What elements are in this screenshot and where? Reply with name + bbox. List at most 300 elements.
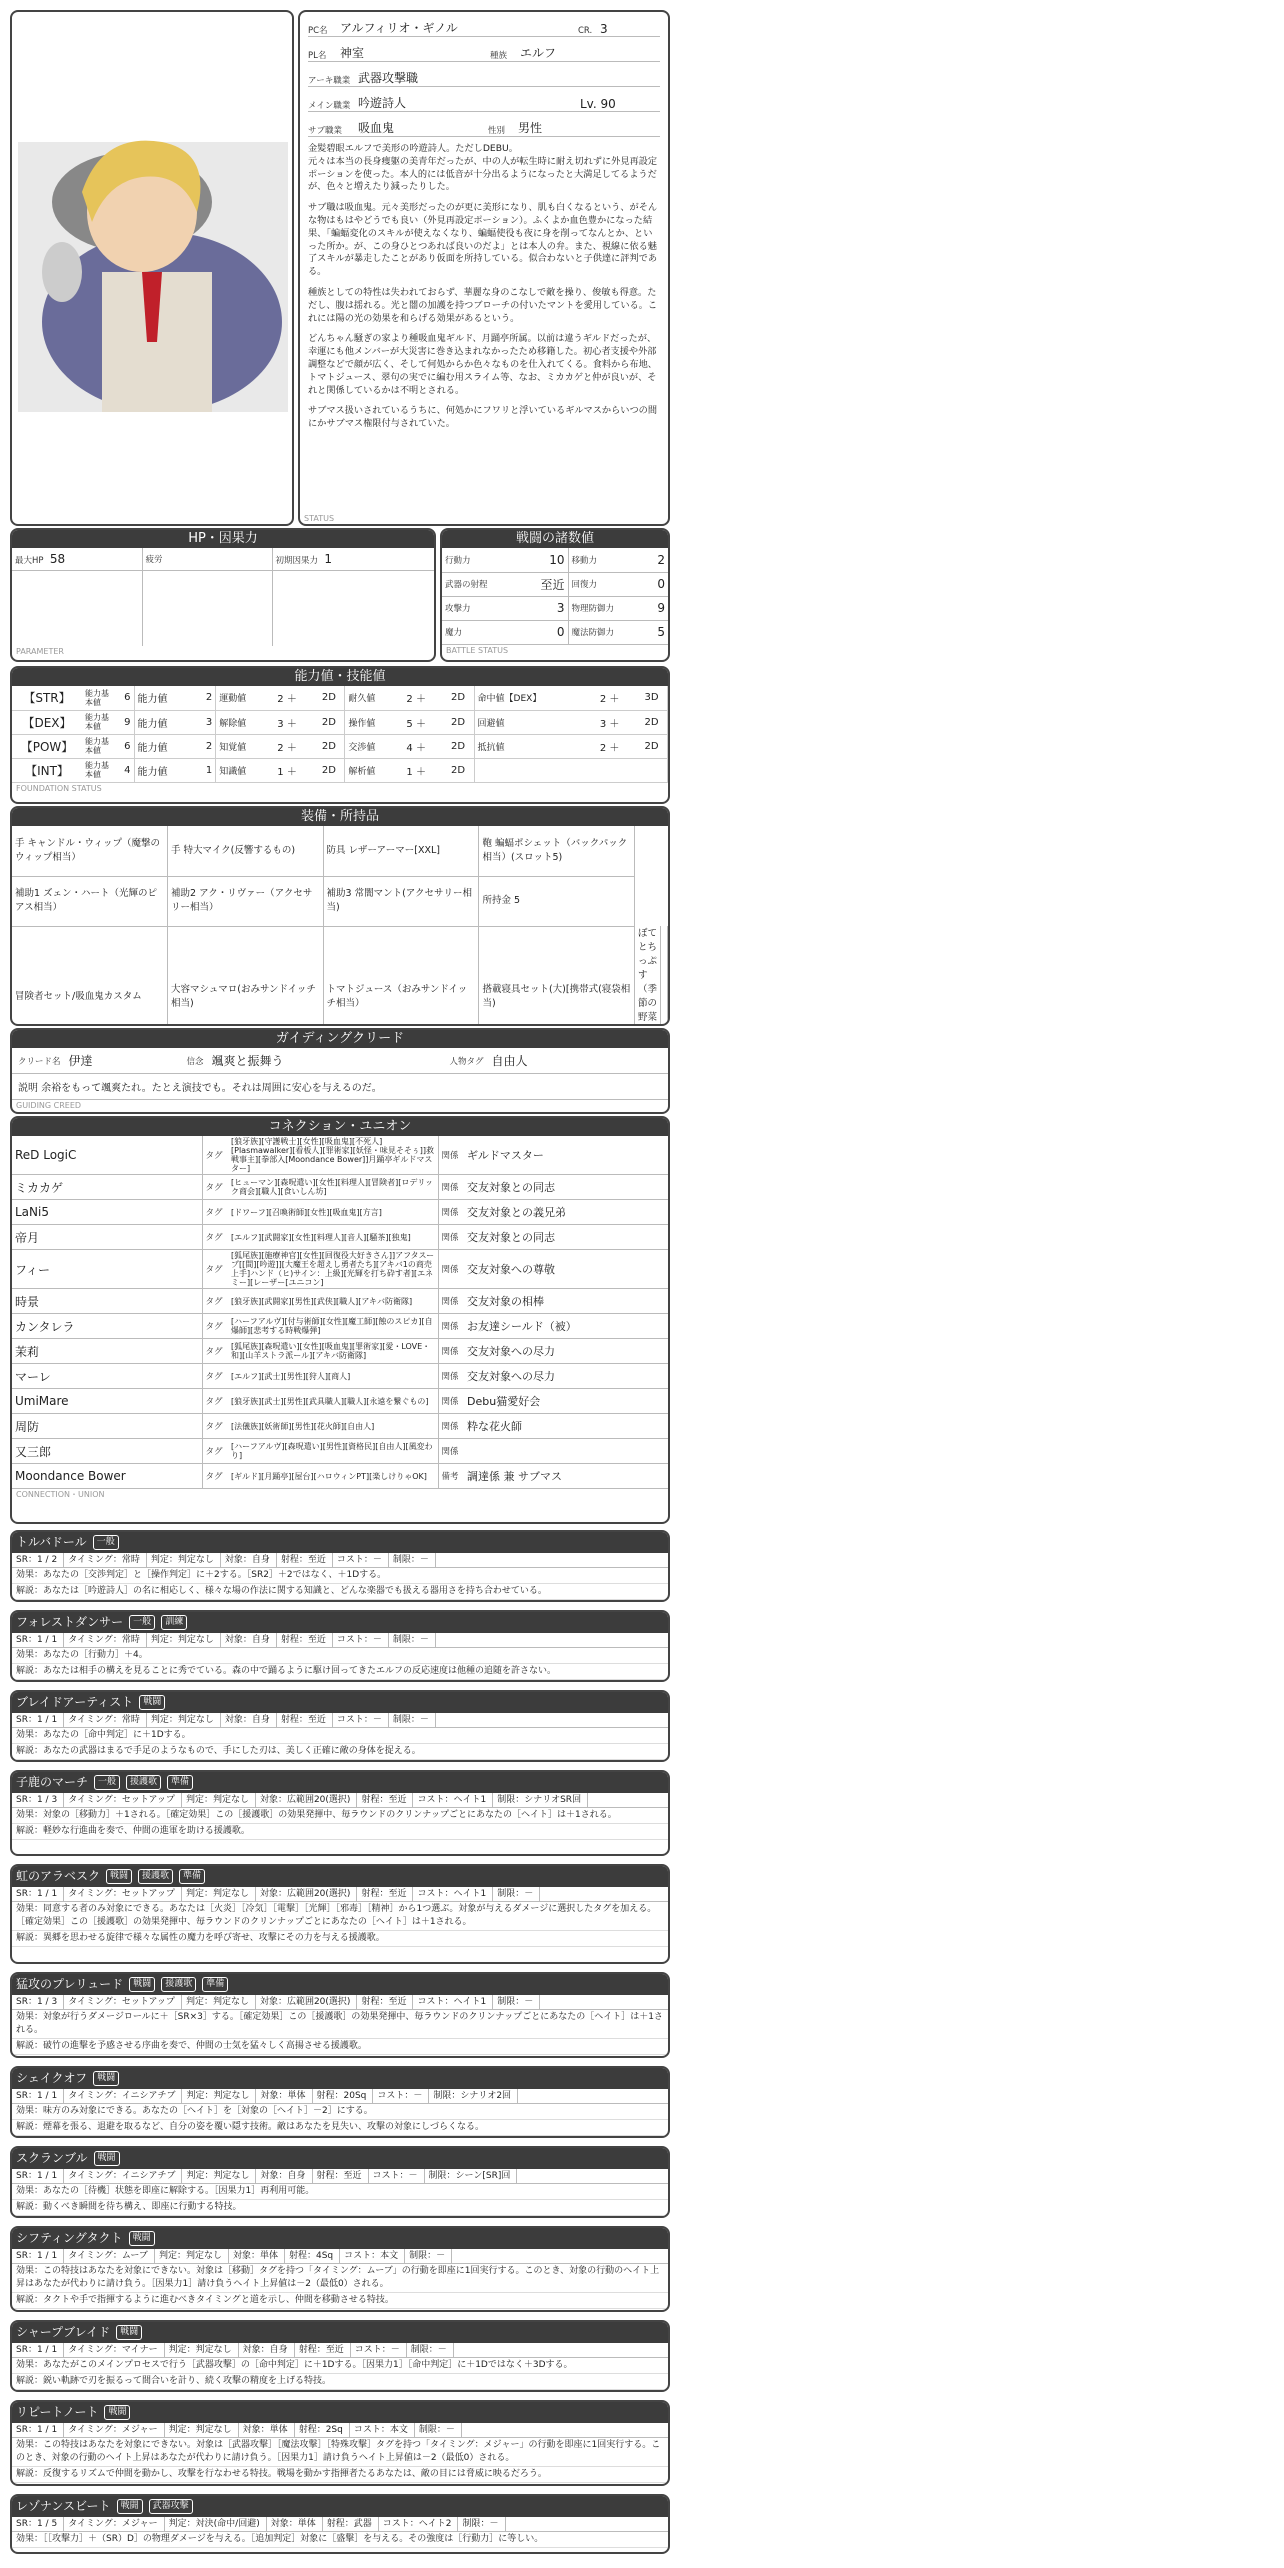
relation-value: 交友対象への尽力 <box>464 1364 668 1389</box>
equipment-cell: ぼてとちっぷす（季節の野菜 <box>635 926 661 1026</box>
connection-name: カンタレラ <box>12 1314 202 1339</box>
skill-note: 解説：あなたは相手の構えを見ることに秀でている。森の中で踊るように駆け回ってきたエルフの反応速度は他種の追随を許さない。 <box>12 1664 668 1680</box>
ability-cell: 6 <box>116 686 134 710</box>
equipment-cell: 手 キャンドル・ウィップ（魔撃のウィップ相当） <box>12 826 168 876</box>
skill-effect: 効果：この特技はあなたを対象にできない。対象は［武器攻撃］［魔法攻撃］［特殊攻撃］タグを持つ「タイミング：メジャー」の行動を即座に1回実行する。このとき、対象の行動のヘイト上昇はあなたが代わりに請け負う。［因果力1］請け負うヘイト上昇値は－2（最低0）される。 <box>12 2438 668 2467</box>
skill-stat: 対象：単体 <box>243 2423 295 2437</box>
skill-note: 解説：破竹の進撃を予感させる序曲を奏で、仲間の士気を猛々しく高揚させる援護歌。 <box>12 2039 668 2055</box>
ability-row <box>12 710 668 734</box>
abilities-panel <box>10 666 670 804</box>
ability-cell: 交渉値 <box>345 734 404 758</box>
skill-stat: タイミング：セットアップ <box>68 1793 182 1807</box>
skill-stat: 判定：判定なし <box>159 2249 229 2263</box>
character-portrait <box>12 12 292 524</box>
connection-table <box>12 1136 668 1489</box>
skill-stat: コスト：－ <box>355 2343 407 2357</box>
connection-name: 時景 <box>12 1289 202 1314</box>
parameter-tag: PARAMETER <box>16 647 64 656</box>
skill-effect: 効果：あなたの［待機］状態を即座に解除する。［因果力1］再利用可能。 <box>12 2184 668 2200</box>
ability-cell: 命中値【DEX】 <box>474 686 597 710</box>
abilities-table <box>12 686 668 783</box>
skill-name: シェイクオフ <box>16 2071 88 2085</box>
skill-stat: 判定：判定なし <box>186 1995 256 2009</box>
equipment-row <box>12 826 668 876</box>
ability-cell: 操作値 <box>345 710 404 734</box>
connection-tags: [ハーフアルヴ][森呪遣い][男性][資格民][自由人][風変わり] <box>228 1439 438 1464</box>
skill-badge: 戦闘 <box>129 1977 155 1992</box>
sex-label: 性別 <box>488 126 506 136</box>
skill-stat: コスト：－ <box>337 1553 389 1567</box>
skill-badge: 訓練 <box>161 1615 187 1630</box>
equipment-panel <box>10 806 670 1026</box>
skill-header <box>12 2402 668 2423</box>
skill-badge: 援護歌 <box>161 1977 196 1992</box>
relation-value: 交友対象との同志 <box>464 1225 668 1250</box>
battle-row <box>442 548 668 572</box>
skill-header <box>12 1866 668 1887</box>
battle-label: 魔法防御力 <box>568 620 646 644</box>
skill-stat: 射程：至近 <box>361 1887 413 1901</box>
ability-cell: 2D <box>448 710 474 734</box>
connection-tags: [狼牙族][武士][男性][武具職人][職人][永遠を繋ぐもの] <box>228 1389 438 1414</box>
skill-stat: 対象：自身 <box>225 1633 277 1647</box>
skill-badge: 戦闘 <box>106 1869 132 1884</box>
ability-cell: 能力基本値 <box>82 758 116 782</box>
skill-badge: 戦闘 <box>116 2325 142 2340</box>
skill-stat: 判定：判定なし <box>151 1713 221 1727</box>
ability-cell: 知覚値 <box>216 734 275 758</box>
guide-title: ガイディングクリード <box>12 1030 668 1048</box>
connection-tag-label: タグ <box>202 1136 228 1175</box>
skill-badge: 戦闘 <box>139 1695 165 1710</box>
skill-header <box>12 2322 668 2343</box>
ability-cell: 【INT】 <box>12 758 82 782</box>
connection-row <box>12 1464 668 1489</box>
battle-value: 0 <box>519 620 568 644</box>
skill-stat: 制限：－ <box>411 2343 454 2357</box>
skill-note: 解説：あなたは［吟遊詩人］の名に相応しく、様々な場の作法に関する知識と、どんな楽器でも扱える器用さを持ち合わせている。 <box>12 1584 668 1600</box>
connection-row <box>12 1175 668 1200</box>
guiding-creed-tag: GUIDING CREED <box>16 1101 82 1110</box>
skill-stat: タイミング：セットアップ <box>68 1887 182 1901</box>
relation-value: 交友対象への尊敬 <box>464 1250 668 1289</box>
sub-job-label: サブ職業 <box>308 126 343 136</box>
skill-stats-row <box>12 2517 668 2532</box>
battle-panel <box>440 528 670 662</box>
connection-name: ミカカゲ <box>12 1175 202 1200</box>
battle-title: 戦闘の諸数値 <box>442 530 668 548</box>
connection-row <box>12 1289 668 1314</box>
battle-label: 攻撃力 <box>442 596 519 620</box>
connection-tag-label: タグ <box>202 1414 228 1439</box>
skill-name: 猛攻のプレリュード <box>16 1977 124 1991</box>
connection-tag-label: タグ <box>202 1250 228 1289</box>
skill-header <box>12 1772 668 1793</box>
equipment-row <box>12 926 668 1026</box>
desc-paragraph: どんちゃん騒ぎの家より種吸血鬼ギルド、月踊亭所属。以前は違うギルドだったが、幸運にも他メンバーが大災害に巻き込まれなかったため移籍した。初心者支援や外部調整などで顔が広く、そして何処からか色々なものを仕入れてくる。食料から布地、トマトジュース、翠句の実でに編む用スライム等、なお、ミカカゲと仲が良いが、それと関係しているかは不明とされる。 <box>308 333 657 396</box>
skill-note: 解説：タクトや手で指揮するように進むべきタイミングと道を示し、仲間を移動させる特技。 <box>12 2293 668 2309</box>
ability-cell <box>474 758 597 782</box>
relation-label: 関係 <box>438 1289 464 1314</box>
skill-badge: 戦闘 <box>93 2071 119 2086</box>
connection-tags: [ドワーフ][召喚術師][女性][吸血鬼][方言] <box>228 1200 438 1225</box>
connection-tags: [狐尾族][森呪遣い][女性][吸血鬼][罪術家][愛・LOVE・和][山羊ストラ派ール][アキバ防衛隊] <box>228 1339 438 1364</box>
cr-value: 3 <box>600 22 608 36</box>
skill-stat: コスト：－ <box>373 2169 425 2183</box>
battle-table <box>442 548 668 645</box>
skill-stat: 射程：至近 <box>281 1633 333 1647</box>
skill-effect: 効果：対象の［移動力］＋1される。［確定効果］この［援護歌］の効果発揮中、毎ラウンドのクリンナップごとにあなたの［ヘイト］は＋1される。 <box>12 1808 668 1824</box>
battle-value: 0 <box>646 572 668 596</box>
foundation-tag: FOUNDATION STATUS <box>16 783 102 793</box>
skill-stat: 射程：至近 <box>317 2169 369 2183</box>
skill-stat: タイミング：常時 <box>68 1713 147 1727</box>
pc-name: アルフィリオ・ギノル <box>340 21 458 35</box>
skill-stat: 制限：－ <box>462 2517 505 2531</box>
ability-cell: 能力値 <box>134 710 198 734</box>
connection-name: LaNi5 <box>12 1200 202 1225</box>
connection-tag-label: タグ <box>202 1175 228 1200</box>
relation-label: 備考 <box>438 1464 464 1489</box>
relation-label: 関係 <box>438 1200 464 1225</box>
skill-stat: 射程：2Sq <box>299 2423 350 2437</box>
battle-label: 移動力 <box>568 548 646 572</box>
ability-cell: 9 <box>116 710 134 734</box>
main-job-row <box>308 87 660 112</box>
skill-panel <box>10 1770 670 1856</box>
skill-stat: 制限：－ <box>393 1633 436 1647</box>
skill-header <box>12 2228 668 2249</box>
skill-header <box>12 2496 668 2517</box>
skill-stat: 対象：自身 <box>225 1553 277 1567</box>
ability-cell <box>597 758 642 782</box>
max-hp-label: 最大HP <box>15 555 44 566</box>
skill-stat: 制限：－ <box>497 1995 540 2009</box>
relation-label: 関係 <box>438 1225 464 1250</box>
skill-name: シフティングタクト <box>16 2231 123 2245</box>
ability-cell: 5 ＋ <box>403 710 448 734</box>
relation-label: 関係 <box>438 1136 464 1175</box>
ability-cell: 能力基本値 <box>82 686 116 710</box>
desc-paragraph: 金髪碧眼エルフで美形の吟遊詩人。ただしDEBU。 <box>308 143 518 154</box>
skill-stat: SR：1 / 5 <box>16 2517 64 2531</box>
relation-label: 関係 <box>438 1339 464 1364</box>
skill-stat: 制限：－ <box>393 1553 436 1567</box>
race: エルフ <box>520 46 557 60</box>
character-description <box>308 143 660 431</box>
desc-paragraph: 種族としての特性は失われておらず、華麗な身のこなしで敵を操り、俊敏も得意。ただし、腹は揺れる。光と闇の加護を持つブローチの付いたマントを愛用している。これには陽の光の効果を和らげる効果があるという。 <box>308 286 658 324</box>
skill-stat: 対象：自身 <box>225 1713 277 1727</box>
ability-cell <box>642 758 668 782</box>
connection-tag-label: タグ <box>202 1464 228 1489</box>
skill-badge: 武器攻撃 <box>149 2499 193 2514</box>
skill-stat: SR：1 / 3 <box>16 1793 64 1807</box>
ability-cell: 能力値 <box>134 758 198 782</box>
belief: 颯爽と振舞う <box>211 1054 284 1068</box>
creed-description: 説明 余裕をもって颯爽たれ。たとえ演技でも。それは周囲に安心を与えるのだ。 <box>12 1074 668 1100</box>
skill-effect: 効果：［［攻撃力］＋（SR）D］の物理ダメージを与える。［追加判定］対象に［盛撃］を与える。その強度は［行動力］に等しい。 <box>12 2532 668 2548</box>
battle-label: 物理防御力 <box>568 596 646 620</box>
skill-stat: 対象：広範囲20(選択) <box>260 1995 357 2009</box>
skill-stat: 判定：判定なし <box>151 1633 221 1647</box>
connection-row <box>12 1364 668 1389</box>
ability-row <box>12 734 668 758</box>
ability-cell: 【DEX】 <box>12 710 82 734</box>
connection-tag-label: タグ <box>202 1225 228 1250</box>
skill-panel <box>10 2146 670 2218</box>
pl-name: 神室 <box>340 46 365 60</box>
ability-cell: 1 ＋ <box>403 758 448 782</box>
connection-name: マーレ <box>12 1364 202 1389</box>
skill-effect: 効果：同意する者のみ対象にできる。あなたは［火炎］［冷気］［電撃］［光輝］［邪毒］［精神］から1つ選ぶ。対象が与えるダメージに選択したタグを加える。［確定効果］この［援護歌］の効果発揮中、毎ラウンドのクリンナップごとにあなたの［ヘイト］は＋1される。 <box>12 1902 668 1931</box>
connection-tag-label: タグ <box>202 1389 228 1414</box>
skill-effect: 効果：対象が行うダメージロールに＋［SR×3］する。［確定効果］この［援護歌］の効果発揮中、毎ラウンドのクリンナップごとにあなたの［ヘイト］は＋1される。 <box>12 2010 668 2039</box>
desc-paragraph: サブ職は吸血鬼。元々美形だったのが更に美形になり、肌も白くなるという、がそんな物はもはやどうでも良い（外見再設定ポーション）。ふくよか血色豊かになった結果、「蝙蝠変化のスキルが使えなくなり、蝙蝠使役も夜に身を削ってなんとか、といった所か。が、この身ひとつあれば良いのだよ」とは本人の弁。また、視線に依る魅了スキルが暴走したことがあり仮面を所持している。似合わないと子供達に評判である。 <box>308 202 658 278</box>
skill-stat: コスト：ヘイト1 <box>417 1995 493 2009</box>
skill-stat: 制限：－ <box>393 1713 436 1727</box>
person-tag: 自由人 <box>491 1054 528 1068</box>
skill-effect: 効果：あなたがこのメインプロセスで行う［武器攻撃］の［命中判定］に＋1Dする。［因果力1］［命中判定］に＋1Dではなく＋3Dする。 <box>12 2358 668 2374</box>
ability-cell: 2 ＋ <box>274 734 319 758</box>
connection-row <box>12 1200 668 1225</box>
fate-label: 初期因果力 <box>275 555 319 566</box>
skill-stat: SR：1 / 1 <box>16 2343 64 2357</box>
ability-cell: 能力基本値 <box>82 710 116 734</box>
skill-name: スクランブル <box>16 2151 88 2165</box>
ability-cell: 2 <box>198 734 216 758</box>
connection-title: コネクション・ユニオン <box>12 1118 668 1136</box>
skill-badge: 準備 <box>179 1869 205 1884</box>
profile-panel <box>298 10 670 526</box>
battle-value: 10 <box>519 548 568 572</box>
skill-panel <box>10 2226 670 2312</box>
connection-name: 帝月 <box>12 1225 202 1250</box>
battle-status-tag: BATTLE STATUS <box>446 645 509 655</box>
skill-effect: 効果：あなたの［命中判定］に＋1Dする。 <box>12 1728 668 1744</box>
skill-panel <box>10 2066 670 2138</box>
sub-job-row <box>308 112 660 137</box>
skill-effect: 効果：あなたの［行動力］＋4。 <box>12 1648 668 1664</box>
skill-stat: コスト：ヘイト2 <box>383 2517 459 2531</box>
relation-value: Debu猫愛好会 <box>464 1389 668 1414</box>
connection-row <box>12 1136 668 1175</box>
skill-panel <box>10 1610 670 1682</box>
skill-stat: 判定：判定なし <box>186 2089 256 2103</box>
skill-stat: タイミング：常時 <box>68 1553 147 1567</box>
pc-name-label: PC名 <box>308 26 328 36</box>
skill-stat: 射程：至近 <box>361 1793 413 1807</box>
relation-value: 交友対象への尽力 <box>464 1339 668 1364</box>
skill-stat: SR：1 / 1 <box>16 2249 64 2263</box>
skill-stat: タイミング：セットアップ <box>68 1995 182 2009</box>
skill-header <box>12 2068 668 2089</box>
pc-name-row <box>308 12 660 37</box>
skill-effect: 効果：あなたの［交渉判定］と［操作判定］に＋2する。［SR2］＋2ではなく、＋1Dする。 <box>12 1568 668 1584</box>
connection-row <box>12 1250 668 1289</box>
ability-row <box>12 758 668 782</box>
skill-effect: 効果：この特技はあなたを対象にできない。対象は［移動］タグを持つ「タイミング：ムーブ」の行動を即座に1回実行する。このとき、対象の行動のヘイト上昇はあなたが代わりに請け負う。［因果力1］請け負うヘイト上昇値は－2（最低0）される。 <box>12 2264 668 2293</box>
battle-row <box>442 620 668 644</box>
relation-value: 交友対象の相棒 <box>464 1289 668 1314</box>
skill-stat: SR：1 / 1 <box>16 2423 64 2437</box>
skill-stat: 制限：シーン[SR]回 <box>429 2169 518 2183</box>
relation-label: 関係 <box>438 1250 464 1289</box>
ability-cell: 2D <box>642 710 668 734</box>
person-tag-label: 人物タグ <box>449 1056 484 1067</box>
skill-panel <box>10 2320 670 2392</box>
skill-stat: SR：1 / 1 <box>16 1713 64 1727</box>
skill-stat: 対象：単体 <box>233 2249 285 2263</box>
skill-stat: 対象：広範囲20(選択) <box>260 1887 357 1901</box>
connection-row <box>12 1339 668 1364</box>
skill-badge: 準備 <box>202 1977 228 1992</box>
skill-stat: 射程：至近 <box>281 1553 333 1567</box>
connection-tag: CONNECTION・UNION <box>16 1490 105 1499</box>
skill-stat: 射程：至近 <box>281 1713 333 1727</box>
skill-note: 解説：動くべき瞬間を待ち構え、即座に行動する特技。 <box>12 2200 668 2216</box>
ability-cell: 2 ＋ <box>274 686 319 710</box>
cr-label: CR. <box>578 26 593 36</box>
skill-stat: コスト：－ <box>377 2089 429 2103</box>
skill-note: 解説：反復するリズムで仲間を動かし、攻撃を行なわせる特技。戦場を動かす指揮者たるあなたは、敵の目には脅威に映るだろう。 <box>12 2467 668 2483</box>
skill-effect: 効果：味方のみ対象にできる。あなたの［ヘイト］を［対象の［ヘイト］－2］にする。 <box>12 2104 668 2120</box>
skill-stat: 制限：－ <box>419 2423 462 2437</box>
skill-note: 解説：異郷を思わせる旋律で様々な属性の魔力を呼び寄せ、攻撃にその力を与える援護歌。 <box>12 1931 668 1947</box>
connection-tags: [ヒューマン][森呪遣い][女性][料理人][冒険者][ロデリック商会][職人][食いしん坊] <box>228 1175 438 1200</box>
hp-panel <box>10 528 436 662</box>
creed-label: クリード名 <box>18 1056 61 1067</box>
ability-cell: 2 ＋ <box>597 734 642 758</box>
skill-stat: 対象：単体 <box>271 2517 323 2531</box>
equipment-cell: トマトジュース（おみサンドイッチ相当） <box>323 926 479 1026</box>
ability-cell: 能力基本値 <box>82 734 116 758</box>
connection-tags: [狼牙族][武闘家][男性][武侠][職人][アキバ防衛隊] <box>228 1289 438 1314</box>
skill-stat: 制限：シナリオSR回 <box>497 1793 588 1807</box>
fatigue-label: 疲労 <box>145 554 163 565</box>
ability-cell: 知識値 <box>216 758 275 782</box>
equipment-cell: 補助1 ズェン・ハート（光輝のピアス相当） <box>12 876 168 926</box>
skill-badge: 援護歌 <box>126 1775 161 1790</box>
equipment-cell: 手 特大マイク(反響するもの) <box>168 826 324 876</box>
connection-row <box>12 1225 668 1250</box>
relation-value: お友達シールド（被） <box>464 1314 668 1339</box>
skill-stat: 判定：判定なし <box>169 2343 239 2357</box>
battle-value: 至近 <box>519 572 568 596</box>
skill-stat: 制限：シナリオ2回 <box>433 2089 518 2103</box>
ability-cell: 2D <box>448 734 474 758</box>
skill-stat: SR：1 / 1 <box>16 2169 64 2183</box>
ability-cell: 回避値 <box>474 710 597 734</box>
skill-stat: 射程：至近 <box>299 2343 351 2357</box>
relation-label: 関係 <box>438 1389 464 1414</box>
connection-tags: [法儀族][妖術師][男性][花火師][自由人] <box>228 1414 438 1439</box>
skill-stat: タイミング：メジャー <box>68 2517 164 2531</box>
skill-stats-row <box>12 1793 668 1808</box>
battle-value: 2 <box>646 548 668 572</box>
equipment-cell: 補助3 常闇マント(アクセサリー相当) <box>323 876 479 926</box>
skill-stat: 対象：単体 <box>260 2089 312 2103</box>
ability-cell: 3 ＋ <box>274 710 319 734</box>
abilities-title: 能力値・技能値 <box>12 668 668 686</box>
skill-stats-row <box>12 1553 668 1568</box>
skill-note: 解説：あなたの武器はまるで手足のようなもので、手にした刃は、美しく正確に敵の身体を捉える。 <box>12 1744 668 1760</box>
skill-panel <box>10 1864 670 1964</box>
ability-cell: 2D <box>319 710 345 734</box>
skill-stat: 判定：対決(命中/回避) <box>169 2517 267 2531</box>
status-tag: STATUS <box>304 514 335 523</box>
skill-stat: コスト：本文 <box>344 2249 405 2263</box>
hp-table <box>12 548 434 646</box>
skill-badge: 戦闘 <box>94 2151 120 2166</box>
ability-cell: 能力値 <box>134 686 198 710</box>
equipment-cell: 所持金 5 <box>479 876 635 926</box>
skill-stat: 対象：自身 <box>243 2343 295 2357</box>
skill-stat: 制限：－ <box>409 2249 452 2263</box>
skill-panel <box>10 1690 670 1762</box>
connection-name: Moondance Bower <box>12 1464 202 1489</box>
fate: 1 <box>324 551 333 566</box>
connection-tag-label: タグ <box>202 1200 228 1225</box>
relation-label: 関係 <box>438 1414 464 1439</box>
character-portrait-panel <box>10 10 294 526</box>
skill-stats-row <box>12 2169 668 2184</box>
skill-header <box>12 1612 668 1633</box>
equipment-title: 装備・所持品 <box>12 808 668 826</box>
skill-stats-row <box>12 1633 668 1648</box>
arch: 武器攻撃職 <box>358 71 419 85</box>
skill-badge: 戦闘 <box>104 2405 130 2420</box>
skill-name: ブレイドアーティスト <box>16 1695 134 1709</box>
ability-cell: 2D <box>448 686 474 710</box>
ability-cell: 3 <box>198 710 216 734</box>
skill-badge: 一般 <box>129 1615 155 1630</box>
relation-label: 関係 <box>438 1175 464 1200</box>
race-label: 種族 <box>490 51 508 61</box>
skill-stat: 射程：武器 <box>327 2517 379 2531</box>
equipment-cell: 大容マシュマロ(おみサンドイッチ相当) <box>168 926 324 1026</box>
skill-note: 解説：煙幕を張る、退避を取るなど、自分の姿を覆い隠す技術。敵はあなたを見失い、攻撃の対象にしづらくなる。 <box>12 2120 668 2136</box>
connection-tags: [狼牙族][守護戦士][女性][吸血鬼][不死人][Plasmawalker][看板人][罪術家][妖怪・味見そそぅ]]救戦事主][拳部入[Moondance Bower]]月踊亭ギルドマスター] <box>228 1136 438 1175</box>
skill-stat: 判定：判定なし <box>186 1793 256 1807</box>
connection-tag-label: タグ <box>202 1339 228 1364</box>
ability-cell: 4 <box>116 758 134 782</box>
skill-stat: 射程：至近 <box>361 1995 413 2009</box>
skill-name: リピートノート <box>16 2405 99 2419</box>
desc-paragraph: 元々は本当の長身痩躯の美青年だったが、中の人が転生時に耐え切れずに外見再設定ポーションを使った。本人的には低音が十分出るようになったと大満足してるようだが、色々と増えたり減ったりした。 <box>308 155 658 193</box>
skill-stat: タイミング：メジャー <box>68 2423 164 2437</box>
relation-value: 交友対象との義兄弟 <box>464 1200 668 1225</box>
equipment-cell: 補助2 アク・リヴァー（アクセサリー相当） <box>168 876 324 926</box>
skill-stat: 射程：20Sq <box>317 2089 374 2103</box>
relation-label: 関係 <box>438 1314 464 1339</box>
connection-tag-label: タグ <box>202 1364 228 1389</box>
skill-stat: SR：1 / 1 <box>16 2089 64 2103</box>
battle-row <box>442 596 668 620</box>
skill-stat: 判定：判定なし <box>169 2423 239 2437</box>
skill-note: 解説：軽妙な行進曲を奏で、仲間の進軍を助ける援護歌。 <box>12 1824 668 1840</box>
skill-stat: タイミング：マイナー <box>68 2343 164 2357</box>
level: Lv. 90 <box>580 97 616 111</box>
ability-cell: 【POW】 <box>12 734 82 758</box>
skill-stat: タイミング：常時 <box>68 1633 147 1647</box>
skill-stat: 対象：広範囲20(選択) <box>260 1793 357 1807</box>
skill-header <box>12 1532 668 1553</box>
battle-label: 回復力 <box>568 572 646 596</box>
relation-value: 交友対象との同志 <box>464 1175 668 1200</box>
skill-stats-row <box>12 2249 668 2264</box>
arch-label: アーキ職業 <box>308 76 351 86</box>
skill-header <box>12 1974 668 1995</box>
